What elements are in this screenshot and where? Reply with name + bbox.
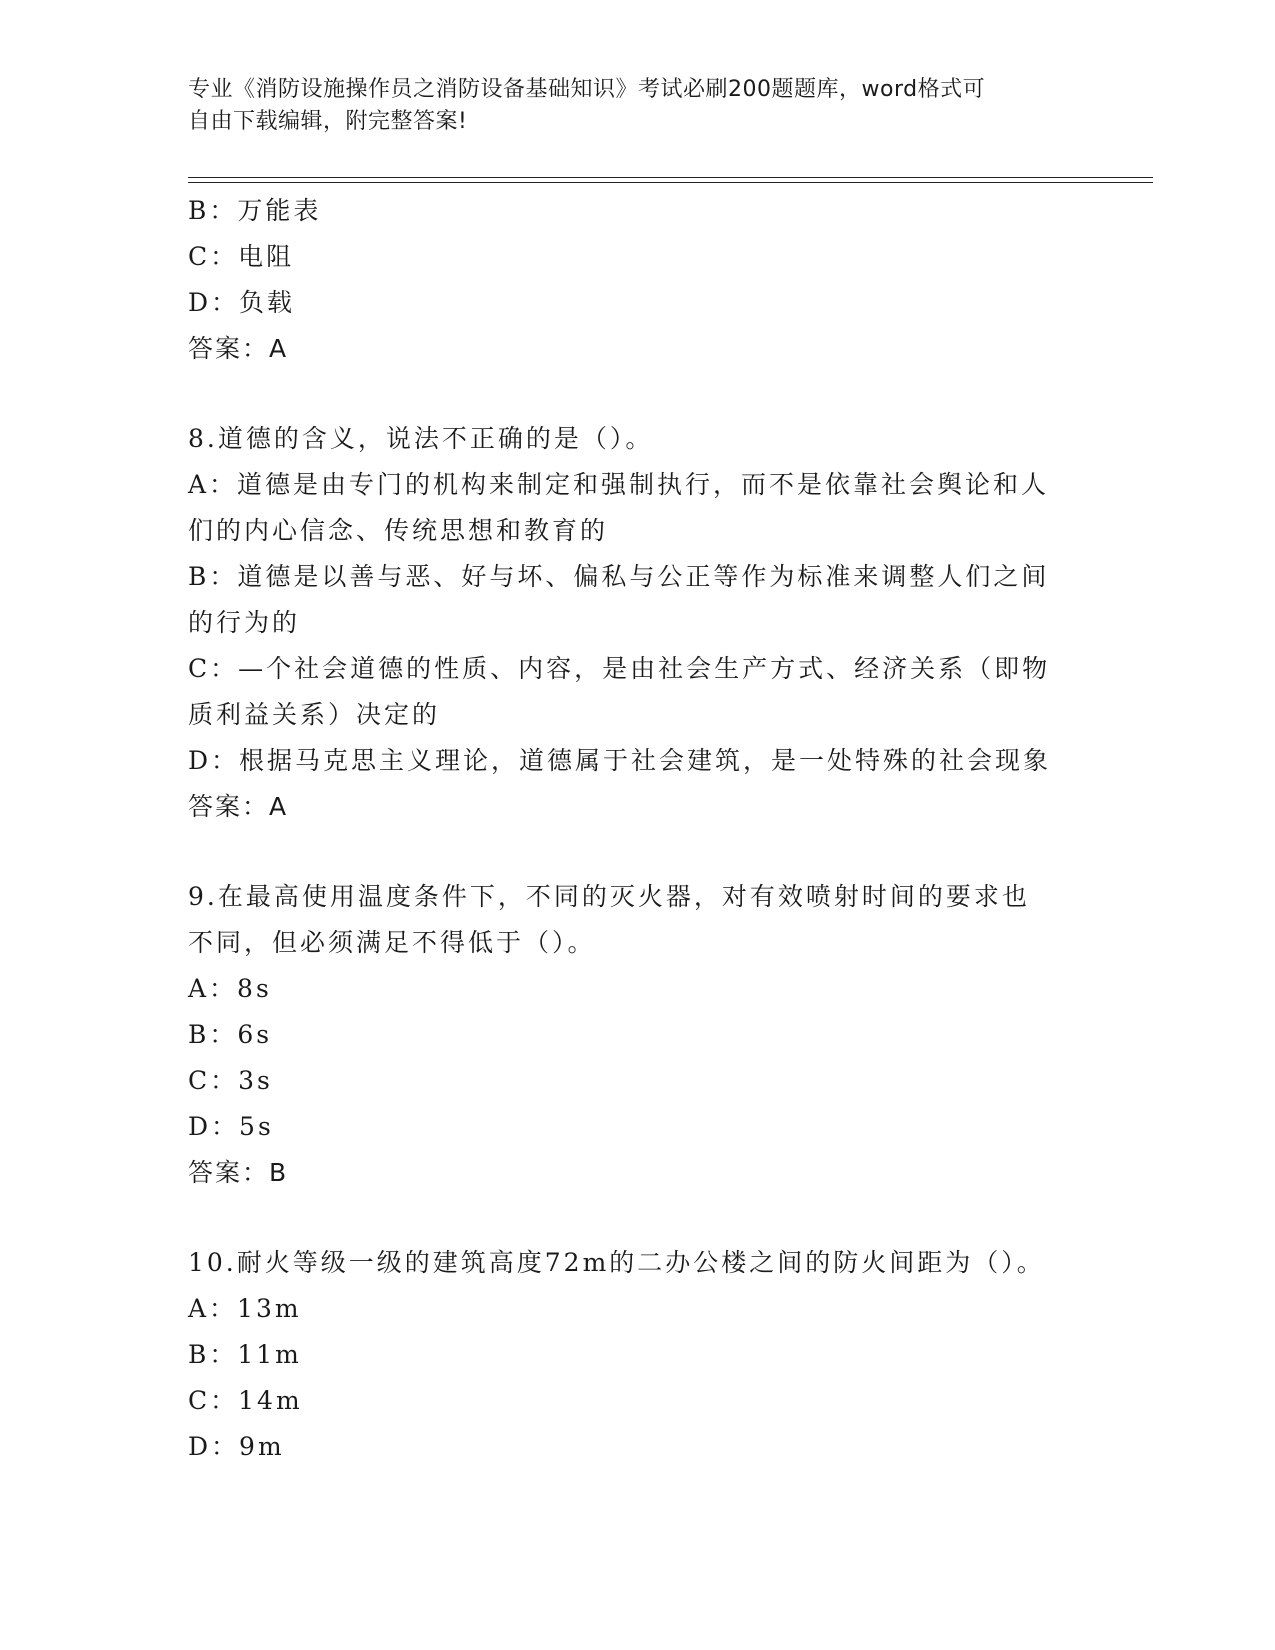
option-a: A：13m (188, 1294, 302, 1323)
document-header (188, 74, 1068, 138)
answer: 答案：A (188, 334, 289, 363)
question-stem: 8.道德的含义，说法不正确的是（）。 (188, 424, 654, 453)
option-c: C：14m (188, 1386, 303, 1415)
option-c: C：3s (188, 1066, 273, 1095)
option-c-continued: 质利益关系）决定的 (188, 700, 441, 729)
option-c: C：—个社会道德的性质、内容，是由社会生产方式、经济关系（即物 (188, 654, 1051, 683)
question-8 (188, 416, 1088, 830)
question-stem: 9.在最高使用温度条件下，不同的灭火器，对有效喷射时间的要求也 (188, 882, 1030, 911)
question-stem-continued: 不同，但必须满足不得低于（）。 (188, 928, 596, 957)
header-line-1: 专业《消防设施操作员之消防设备基础知识》考试必刷200题题库，word格式可 (188, 77, 986, 102)
question-stem: 10.耐火等级一级的建筑高度72m的二办公楼之间的防火间距为（）。 (188, 1248, 1045, 1277)
question-content (188, 188, 1088, 1470)
option-b: B：万能表 (188, 196, 322, 225)
option-b-continued: 的行为的 (188, 608, 301, 637)
option-a: A：8s (188, 974, 272, 1003)
answer: 答案：A (188, 792, 289, 821)
answer: 答案：B (188, 1158, 289, 1187)
option-d: D：根据马克思主义理论，道德属于社会建筑，是一处特殊的社会现象 (188, 746, 1052, 775)
option-b: B：6s (188, 1020, 273, 1049)
question-9 (188, 874, 1088, 1196)
question-7-tail (188, 188, 1088, 372)
option-a-continued: 们的内心信念、传统思想和教育的 (188, 516, 609, 545)
option-a: A：道德是由专门的机构来制定和强制执行，而不是依靠社会舆论和人 (188, 470, 1050, 499)
option-c: C：电阻 (188, 242, 295, 271)
question-10 (188, 1240, 1088, 1470)
option-d: D：9m (188, 1432, 285, 1461)
option-b: B：11m (188, 1340, 302, 1369)
header-line-2: 自由下载编辑，附完整答案! (188, 109, 468, 134)
option-b: B：道德是以善与恶、好与坏、偏私与公正等作为标准来调整人们之间 (188, 562, 1050, 591)
header-divider-bottom (188, 182, 1153, 183)
header-divider-top (188, 177, 1153, 178)
option-d: D：负载 (188, 288, 296, 317)
option-d: D：5s (188, 1112, 274, 1141)
